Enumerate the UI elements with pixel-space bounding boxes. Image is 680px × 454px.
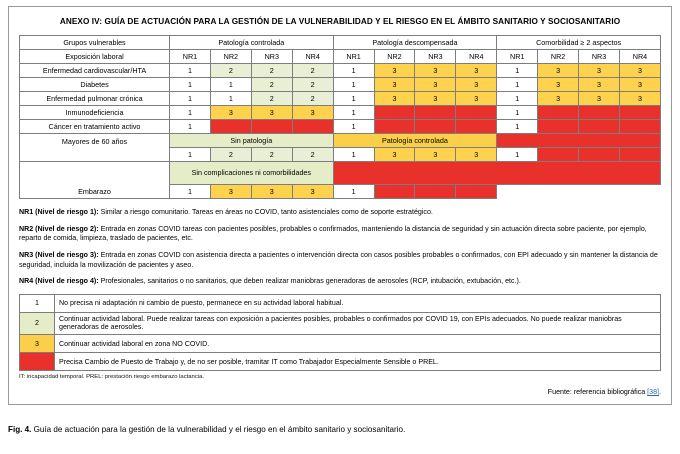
cell: 4: [415, 120, 456, 134]
cell: 1: [333, 120, 374, 134]
row-label-pregnancy-text: Embarazo: [20, 185, 170, 199]
row-label-pregnancy: [20, 162, 170, 185]
cell: 1: [497, 78, 538, 92]
cell: 3: [619, 78, 660, 92]
source-period: .: [659, 388, 661, 397]
note-lead: NR2 (Nivel de riesgo 2):: [19, 224, 99, 233]
note-lead: NR4 (Nivel de riesgo 4):: [19, 277, 99, 286]
header-nr: NR1: [170, 50, 211, 64]
note-lead: NR1 (Nivel de riesgo 1):: [19, 208, 99, 217]
note-nr4: [19, 277, 661, 287]
legend-row: [20, 335, 661, 353]
band-no-complications: Sin complicaciones ni comorbilidades: [170, 162, 334, 185]
cell: 4: [374, 120, 415, 134]
band-no-pathology: Sin patología: [170, 134, 334, 148]
row-label: Inmunodeficiencia: [20, 106, 170, 120]
cell-empty: [497, 185, 538, 199]
band-decompensated-pathology: Patología descompensada: [497, 134, 661, 148]
cell: 3: [456, 64, 497, 78]
cell: 2: [292, 78, 333, 92]
cell: 2: [251, 148, 292, 162]
cell: 1: [170, 148, 211, 162]
cell: 4: [579, 148, 620, 162]
cell: 1: [170, 185, 211, 199]
cell: 4: [456, 185, 497, 199]
header-nr: NR3: [415, 50, 456, 64]
age-band-row: [20, 134, 661, 148]
cell: 2: [292, 92, 333, 106]
cell: 3: [374, 148, 415, 162]
table-row: [20, 106, 661, 120]
cell: 3: [415, 92, 456, 106]
cell: 3: [619, 64, 660, 78]
cell: 3: [538, 64, 579, 78]
figure-number: Fig. 4.: [8, 425, 32, 434]
pregnancy-values-row: [20, 185, 661, 199]
header-occupational-exposure: Exposición laboral: [20, 50, 170, 64]
figure-caption-text: Guía de actuación para la gestión de la vulnerabilidad y el riesgo en el ámbito sanitario y sociosanitario.: [31, 425, 406, 434]
cell: 4: [415, 106, 456, 120]
cell: 1: [210, 92, 251, 106]
age-values-row: [20, 148, 661, 162]
cell: 2: [251, 92, 292, 106]
cell: 3: [456, 92, 497, 106]
cell: 4: [579, 120, 620, 134]
cell: 2: [210, 64, 251, 78]
cell: 4: [251, 120, 292, 134]
cell: 3: [538, 78, 579, 92]
legend-level: 2: [20, 312, 55, 335]
risk-level-definitions: [19, 208, 661, 286]
cell: 3: [251, 106, 292, 120]
cell: 4: [292, 120, 333, 134]
legend-table: [19, 294, 661, 372]
band-with-complications: Con complicaciones o comorbilidades: [333, 162, 660, 185]
cell: 3: [456, 148, 497, 162]
header-nr: NR2: [538, 50, 579, 64]
cell: 3: [456, 78, 497, 92]
note-text: Entrada en zonas COVID con asistencia directa a pacientes o intervención directa con casos posibles probables o confirmados, con EPI adecuado y sin mantener la distancia de seguridad, incluida la movilización de pacientes y aseo.: [19, 250, 658, 269]
cell: 4: [210, 120, 251, 134]
note-text: Profesionales, sanitarios o no sanitarios, que deben realizar maniobras generadoras de aerosoles (RCP, intubación, extubación, etc.).: [98, 277, 521, 286]
cell: 4: [374, 106, 415, 120]
cell: 3: [579, 78, 620, 92]
cell: 2: [251, 64, 292, 78]
header-group-controlled: Patología controlada: [170, 36, 334, 50]
legend-text: Precisa Cambio de Puesto de Trabajo y, de no ser posible, tramitar IT como Trabajador Especialmente Sensible o PREL.: [55, 353, 661, 371]
cell: 3: [579, 92, 620, 106]
cell-empty: [538, 185, 579, 199]
row-label-age-spacer: [20, 148, 170, 162]
cell: 1: [497, 120, 538, 134]
cell: 4: [456, 120, 497, 134]
cell-empty: [619, 185, 660, 199]
legend-text: No precisa ni adaptación ni cambio de puesto, permanece en su actividad laboral habitual.: [55, 294, 661, 312]
row-label: Enfermedad pulmonar crónica: [20, 92, 170, 106]
legend-level: 4: [20, 353, 55, 371]
cell: 3: [374, 78, 415, 92]
cell: 3: [210, 106, 251, 120]
cell: 3: [619, 92, 660, 106]
cell: 4: [619, 120, 660, 134]
legend-row: [20, 312, 661, 335]
legend-text: Continuar actividad laboral. Puede realizar tareas con exposición a pacientes posibles, probables o confirmados por COVID 19, con EPIs adecuados. No puede realizar maniobras generadoras de aerosoles.: [55, 312, 661, 335]
cell: 3: [415, 148, 456, 162]
table-row: [20, 120, 661, 134]
band-controlled-pathology: Patología controlada: [333, 134, 497, 148]
cell: 1: [497, 106, 538, 120]
cell: 3: [374, 92, 415, 106]
cell: 1: [170, 120, 211, 134]
header-nr: NR3: [579, 50, 620, 64]
figure-caption: [8, 425, 672, 436]
row-label-age: Mayores de 60 años: [20, 134, 170, 148]
cell: 1: [497, 64, 538, 78]
legend-row: [20, 353, 661, 371]
cell: 1: [170, 92, 211, 106]
cell: 3: [292, 106, 333, 120]
cell: 4: [456, 106, 497, 120]
cell: 1: [170, 106, 211, 120]
cell: 4: [579, 106, 620, 120]
cell: 3: [415, 78, 456, 92]
legend-text: Continuar actividad laboral en zona NO COVID.: [55, 335, 661, 353]
cell: 2: [210, 148, 251, 162]
row-label: Diabetes: [20, 78, 170, 92]
cell: 1: [210, 78, 251, 92]
header-nr: NR2: [374, 50, 415, 64]
legend-level: 3: [20, 335, 55, 353]
note-nr2: [19, 225, 661, 244]
reference-link[interactable]: [38]: [647, 388, 660, 397]
header-nr: NR2: [210, 50, 251, 64]
cell: 1: [170, 64, 211, 78]
cell: 1: [170, 78, 211, 92]
cell: 1: [333, 106, 374, 120]
source-label: Fuente: referencia bibliográfica: [547, 388, 648, 397]
note-nr3: [19, 251, 661, 270]
header-nr: NR4: [456, 50, 497, 64]
header-nr: NR3: [251, 50, 292, 64]
pregnancy-band-row: [20, 162, 661, 185]
header-nr: NR4: [292, 50, 333, 64]
cell: 3: [251, 185, 292, 199]
header-vulnerable-groups: Grupos vulnerables: [20, 36, 170, 50]
cell: 2: [292, 64, 333, 78]
cell: 1: [333, 78, 374, 92]
cell: 3: [374, 64, 415, 78]
note-nr1: [19, 208, 661, 218]
cell-empty: [579, 185, 620, 199]
legend-row: [20, 294, 661, 312]
header-group-decompensated: Patología descompensada: [333, 36, 497, 50]
header-nr: NR4: [619, 50, 660, 64]
cell: 2: [292, 148, 333, 162]
source-line: [19, 388, 661, 396]
legend-footnote: IT: incapacidad temporal. PREL: prestación riesgo embarazo lactancia.: [19, 374, 204, 381]
legend-level: 1: [20, 294, 55, 312]
cell: 4: [619, 106, 660, 120]
risk-matrix-table: [19, 35, 661, 199]
cell: 4: [415, 185, 456, 199]
cell: 4: [538, 106, 579, 120]
note-text: Similar a riesgo comunitario. Tareas en áreas no COVID, tanto asistenciales como de soporte estratégico.: [98, 208, 433, 217]
cell: 1: [333, 64, 374, 78]
table-row: [20, 78, 661, 92]
cell: 1: [497, 92, 538, 106]
cell: 1: [333, 148, 374, 162]
annex-panel: [8, 6, 672, 405]
cell: 3: [538, 92, 579, 106]
cell: 1: [497, 148, 538, 162]
table-row: [20, 64, 661, 78]
header-nr: NR1: [497, 50, 538, 64]
page-title: ANEXO IV: GUÍA DE ACTUACIÓN PARA LA GESTIÓN DE LA VULNERABILIDAD Y EL RIESGO EN EL ÁMBITO SANITARIO Y SOCIOSANITARIO: [59, 17, 621, 26]
cell: 4: [619, 148, 660, 162]
cell: 3: [292, 185, 333, 199]
table-row: [20, 92, 661, 106]
note-lead: NR3 (Nivel de riesgo 3):: [19, 250, 99, 259]
table-header-row-groups: [20, 36, 661, 50]
cell: 3: [415, 64, 456, 78]
row-label: Cáncer en tratamiento activo: [20, 120, 170, 134]
cell: 1: [333, 92, 374, 106]
cell: 2: [251, 78, 292, 92]
note-text: Entrada en zonas COVID tareas con pacientes posibles, probables o confirmados, manteniendo la distancia de seguridad y sin actuación directa sobre paciente, por ejemplo, reparto de comida, limpieza, traslado de pacientes, etc.: [19, 224, 647, 243]
cell: 4: [374, 185, 415, 199]
cell: 4: [538, 120, 579, 134]
row-label: Enfermedad cardiovascular/HTA: [20, 64, 170, 78]
table-header-row-levels: [20, 50, 661, 64]
cell: 3: [210, 185, 251, 199]
cell: 1: [333, 185, 374, 199]
header-group-comorbidity: Comorbilidad ≥ 2 aspectos: [497, 36, 661, 50]
cell: 3: [579, 64, 620, 78]
cell: 4: [538, 148, 579, 162]
header-nr: NR1: [333, 50, 374, 64]
